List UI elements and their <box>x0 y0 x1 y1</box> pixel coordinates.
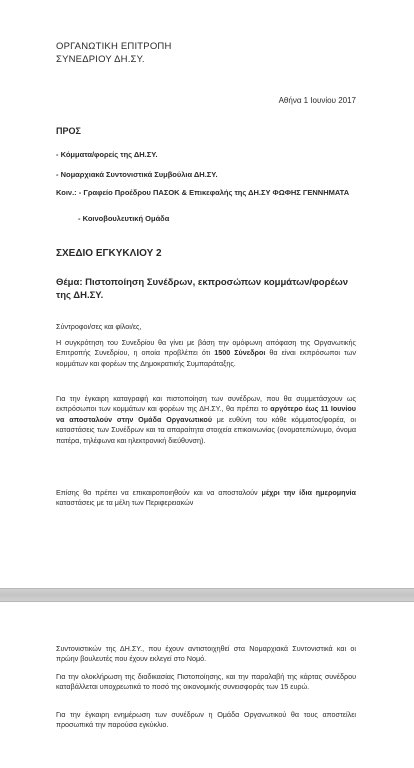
p1-bold: 1500 Σύνεδροι <box>214 348 266 358</box>
paragraph-registration-deadline <box>56 394 356 446</box>
org-line-1: ΟΡΓΑΝΩΤΙΚΗ ΕΠΙΤΡΟΠΗ <box>56 41 172 52</box>
p1-text-a: Η συγκρότηση του Συνεδρίου θα γίνει με βάση την ομόφωνη απόφαση της Οργανωτικής Επιτροπής Συνεδρίου, η οποία προβλέπει ότι <box>56 338 356 358</box>
recipients-heading: ΠΡΟΣ <box>56 126 81 136</box>
greeting: Σύντροφοι/σες και φίλοι/ες, <box>56 322 142 331</box>
draft-circular-title: ΣΧΕΔΙΟ ΕΓΚΥΚΛΙΟΥ 2 <box>56 248 162 259</box>
paragraph-notification: Για την έγκαιρη ενημέρωση των συνέδρων η Ομάδα Οργανωτικού θα τους αποστείλει προσωπικά την παρούσα εγκύκλιο. <box>56 710 356 730</box>
paragraph-congress-composition <box>56 338 356 369</box>
organizing-committee-header <box>56 40 172 66</box>
paragraph-coordination-members: Συντονιστικών της ΔΗ.ΣΥ., που έχουν αντιστοιχηθεί στα Νομαρχιακά Συντονιστικά και οι πρώην βουλευτές που έχουν εκλεγεί στο Νομό. <box>56 644 356 664</box>
p2-bold: αργότερο έως 11 Ιουνίου να αποσταλούν στην Ομάδα Οργανωτικού <box>56 404 356 424</box>
document-date: Αθήνα 1 Ιουνίου 2017 <box>278 96 356 105</box>
p2-text-b: με ευθύνη του κάθε κόμματος/φορέα, οι καταστάσεις των Συνέδρων και τα απαραίτητα στοιχεία επικοινωνίας (ονοματεπώνυμο, όνομα πατέρα, τηλέφωνα και ηλεκτρονική διεύθυνση). <box>56 414 357 445</box>
recipient-item-parliamentary-group: - Κοινοβουλευτική Ομάδα <box>78 214 170 223</box>
p1-text-b: θα είναι εκπρόσωποι των κομμάτων και φορέων της Δημοκρατικής Συμπαράταξης. <box>56 348 356 368</box>
p3-text-a: Επίσης θα πρέπει να επικαιροποιηθούν και να αποσταλούν <box>56 488 262 497</box>
p3-bold: μέχρι την ίδια ημερομηνία <box>261 488 356 497</box>
recipient-item-parties: - Κόμματα/φορείς της ΔΗ.ΣΥ. <box>56 150 158 159</box>
org-line-2: ΣΥΝΕΔΡΙΟΥ ΔΗ.ΣΥ. <box>56 54 145 65</box>
page-break-separator <box>0 588 414 602</box>
paragraph-regional-lists <box>56 488 356 509</box>
subject-line: Θέμα: Πιστοποίηση Συνέδρων, εκπροσώπων κομμάτων/φορέων της ΔΗ.ΣΥ. <box>56 277 349 301</box>
recipient-cc-line: Κοιν.: - Γραφείο Προέδρου ΠΑΣΟΚ & Επικεφαλής της ΔΗ.ΣΥ ΦΩΦΗΣ ΓΕΝΝΗΜΑΤΑ <box>56 188 350 197</box>
p2-text-a: Για την έγκαιρη καταγραφή και πιστοποίηση των συνέδρων, που θα συμμετάσχουν ως εκπρόσωποι των κομμάτων και φορέων της ΔΗ.ΣΥ., θα πρέπει το <box>56 394 356 414</box>
recipient-item-coordination-councils: - Νομαρχιακά Συντονιστικά Συμβούλια ΔΗ.ΣΥ. <box>56 170 218 179</box>
p3-text-b: καταστάσεις με τα μέλη των Περιφερειακών <box>56 498 194 508</box>
paragraph-contribution-fee: Για την ολοκλήρωση της διαδικασίας Πιστοποίησης, και την παραλαβή της κάρτας συνέδρου καταβάλλεται υποχρεωτικά το ποσό της οικονομικής συνεισφοράς των 15 ευρώ. <box>56 672 356 692</box>
